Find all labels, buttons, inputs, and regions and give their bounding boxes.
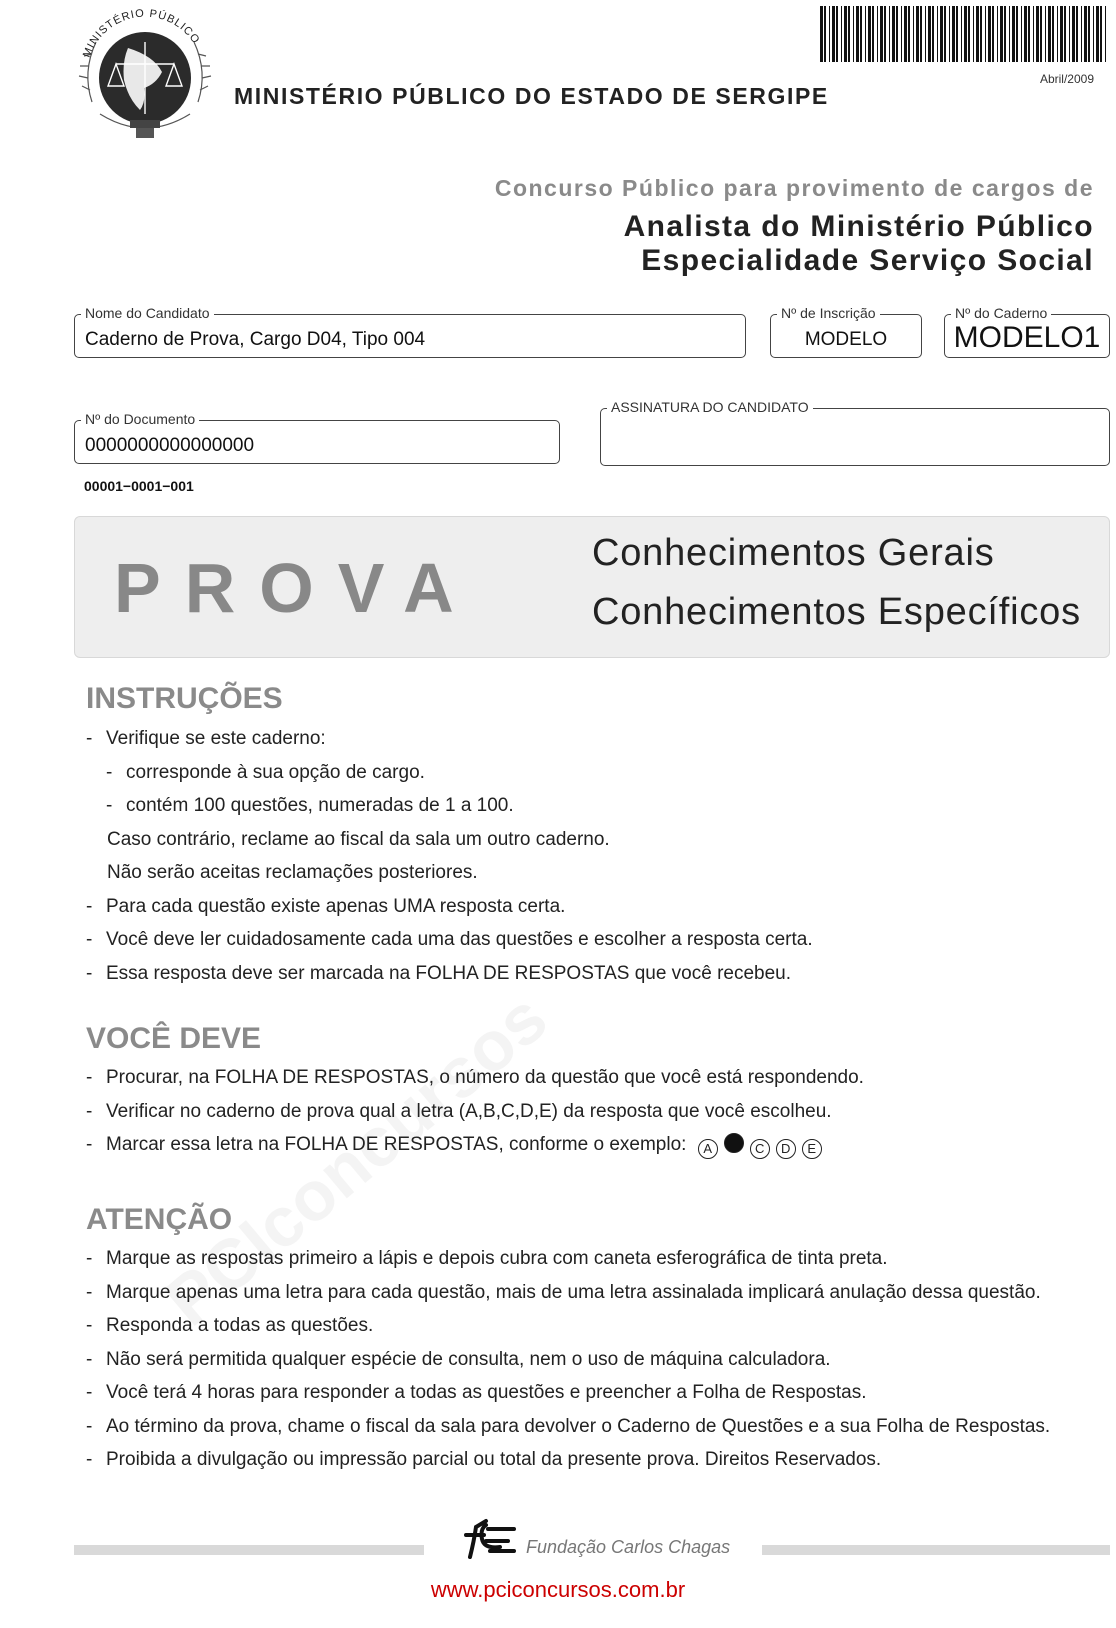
- barcode-bar: [908, 6, 910, 62]
- inscription-number-field[interactable]: [770, 305, 922, 358]
- barcode-bar: [1040, 6, 1042, 62]
- answer-option-c: C: [750, 1139, 770, 1159]
- inscription-number-label: Nº de Inscrição: [777, 305, 880, 321]
- barcode-bar: [848, 6, 850, 62]
- barcode-bar: [916, 6, 919, 62]
- barcode: [820, 6, 1110, 62]
- prova-subject-specific: Conhecimentos Específicos: [592, 591, 1081, 633]
- barcode-bar: [968, 6, 970, 62]
- ministerio-publico-seal: [70, 2, 220, 148]
- barcode-bar: [884, 6, 886, 62]
- list-item: - Marque apenas uma letra para cada questão, mais de uma letra assinalada implicará anulação dessa questão.: [86, 1281, 1041, 1303]
- cargo-title: Analista do Ministério Público: [623, 210, 1094, 243]
- barcode-bar: [904, 6, 907, 62]
- list-item: - Responda a todas as questões.: [86, 1315, 374, 1336]
- atencao-list: [86, 1242, 1050, 1477]
- barcode-bar: [1069, 6, 1070, 62]
- list-item: - Verifique se este caderno:: [86, 728, 326, 749]
- barcode-bar: [913, 6, 914, 62]
- barcode-bar: [920, 6, 922, 62]
- barcode-bar: [1012, 6, 1015, 62]
- list-item: Caso contrário, reclame ao fiscal da sala um outro caderno.: [107, 828, 610, 850]
- booklet-number-value: MODELO1: [953, 321, 1101, 354]
- footer-divider-right: [762, 1545, 1110, 1555]
- barcode-bar: [1048, 6, 1051, 62]
- barcode-bar: [892, 6, 895, 62]
- list-item: - Procurar, na FOLHA DE RESPOSTAS, o número da questão que você está respondendo.: [86, 1067, 864, 1088]
- document-code: 00001−0001−001: [84, 478, 194, 494]
- barcode-bar: [844, 6, 847, 62]
- barcode-bar: [997, 6, 998, 62]
- document-number-value: 0000000000000000: [85, 435, 255, 456]
- barcode-bar: [1105, 6, 1106, 62]
- barcode-bar: [1081, 6, 1082, 62]
- website-url[interactable]: www.pciconcursos.com.br: [430, 1577, 686, 1602]
- barcode-bar: [865, 6, 866, 62]
- barcode-bar: [1084, 6, 1087, 62]
- barcode-bar: [1100, 6, 1102, 62]
- answer-option-b-filled: [724, 1133, 744, 1153]
- contest-subtitle: Concurso Público para provimento de cargos de: [494, 175, 1094, 201]
- barcode-bar: [976, 6, 979, 62]
- barcode-bar: [925, 6, 926, 62]
- barcode-bar: [832, 6, 835, 62]
- instrucoes-list: [86, 722, 813, 990]
- list-item: - Marcar essa letra na FOLHA DE RESPOSTAS, conforme o exemplo: A C D E: [86, 1128, 864, 1162]
- section-instrucoes-title: INSTRUÇÕES: [86, 682, 283, 715]
- barcode-bar: [1009, 6, 1010, 62]
- answer-option-e: E: [802, 1139, 822, 1159]
- barcode-bar: [973, 6, 974, 62]
- prova-subject-general: Conhecimentos Gerais: [592, 532, 995, 574]
- barcode-bar: [961, 6, 962, 62]
- list-item: - Não será permitida qualquer espécie de consulta, nem o uso de máquina calculadora.: [86, 1348, 831, 1370]
- barcode-bar: [1057, 6, 1058, 62]
- barcode-bar: [1033, 6, 1034, 62]
- seal-text: MINISTÉRIO PÚBLICO: [80, 7, 203, 60]
- barcode-bar: [1076, 6, 1078, 62]
- barcode-bar: [877, 6, 878, 62]
- list-item: - Essa resposta deve ser marcada na FOLHA DE RESPOSTAS que você recebeu.: [86, 962, 792, 984]
- barcode-bar: [889, 6, 890, 62]
- list-item: - corresponde à sua opção de cargo.: [106, 761, 425, 783]
- barcode-bar: [992, 6, 994, 62]
- barcode-bar: [1052, 6, 1054, 62]
- foundation-name: Fundação Carlos Chagas: [526, 1537, 731, 1557]
- list-item: - contém 100 questões, numeradas de 1 a 100.: [106, 795, 514, 816]
- booklet-number-field[interactable]: [944, 305, 1110, 358]
- barcode-bar: [853, 6, 854, 62]
- barcode-bar: [944, 6, 946, 62]
- barcode-bar: [1016, 6, 1018, 62]
- barcode-bar: [868, 6, 871, 62]
- document-number-field[interactable]: [74, 411, 560, 464]
- list-item: - Para cada questão existe apenas UMA resposta certa.: [86, 895, 566, 917]
- list-item: - Você terá 4 horas para responder a todas as questões e preencher a Folha de Respostas.: [86, 1382, 867, 1403]
- barcode-bar: [820, 6, 823, 62]
- barcode-bar: [1072, 6, 1075, 62]
- barcode-bar: [860, 6, 862, 62]
- footer-divider-left: [74, 1545, 424, 1555]
- barcode-bar: [856, 6, 859, 62]
- barcode-bar: [880, 6, 883, 62]
- barcode-bar: [1064, 6, 1066, 62]
- booklet-number-label: Nº do Caderno: [951, 305, 1051, 321]
- barcode-bar: [985, 6, 986, 62]
- barcode-bar: [841, 6, 842, 62]
- candidate-name-value: Caderno de Prova, Cargo D04, Tipo 004: [85, 329, 426, 350]
- signature-label: ASSINATURA DO CANDIDATO: [607, 399, 813, 415]
- candidate-name-label: Nome do Candidato: [81, 305, 214, 321]
- barcode-bar: [1093, 6, 1094, 62]
- list-item: - Ao término da prova, chame o fiscal da sala para devolver o Caderno de Questões e a sua Folha de Respostas.: [86, 1415, 1051, 1437]
- barcode-bar: [1028, 6, 1030, 62]
- list-item: - Você deve ler cuidadosamente cada uma das questões e escolher a resposta certa.: [86, 929, 813, 950]
- signature-field[interactable]: [600, 399, 1110, 466]
- voce-deve-list: [86, 1061, 864, 1162]
- candidate-name-field[interactable]: [74, 305, 746, 358]
- section-atencao-title: ATENÇÃO: [86, 1203, 233, 1236]
- document-number-label: Nº do Documento: [81, 411, 199, 427]
- barcode-bar: [964, 6, 967, 62]
- barcode-bar: [952, 6, 955, 62]
- barcode-bar: [836, 6, 838, 62]
- barcode-bar: [940, 6, 943, 62]
- barcode-bar: [1088, 6, 1090, 62]
- barcode-bar: [1036, 6, 1039, 62]
- barcode-bar: [1096, 6, 1099, 62]
- barcode-bar: [896, 6, 898, 62]
- barcode-bar: [872, 6, 874, 62]
- org-name: MINISTÉRIO PÚBLICO DO ESTADO DE SERGIPE: [234, 83, 829, 109]
- list-item: Não serão aceitas reclamações posteriores.: [107, 862, 478, 883]
- section-voce-deve-title: VOCÊ DEVE: [86, 1022, 262, 1055]
- barcode-bar: [901, 6, 902, 62]
- answer-option-a: A: [698, 1139, 718, 1159]
- barcode-bar: [932, 6, 934, 62]
- barcode-bar: [829, 6, 830, 62]
- barcode-bar: [937, 6, 938, 62]
- barcode-bar: [1024, 6, 1027, 62]
- exam-date: Abril/2009: [1039, 72, 1094, 86]
- barcode-bar: [1045, 6, 1046, 62]
- inscription-number-value: MODELO: [804, 329, 888, 350]
- barcode-bar: [1004, 6, 1006, 62]
- barcode-bar: [1060, 6, 1063, 62]
- barcode-bar: [980, 6, 982, 62]
- cargo-specialty: Especialidade Serviço Social: [641, 244, 1094, 277]
- barcode-bar: [1000, 6, 1003, 62]
- barcode-bar: [949, 6, 950, 62]
- fcc-logo-icon: [460, 1517, 516, 1561]
- barcode-bar: [824, 6, 826, 62]
- barcode-bar: [988, 6, 991, 62]
- answer-option-d: D: [776, 1139, 796, 1159]
- list-item: - Proibida a divulgação ou impressão parcial ou total da presente prova. Direitos Reservados.: [86, 1449, 882, 1470]
- prova-word: PROVA: [114, 549, 478, 627]
- barcode-bar: [928, 6, 931, 62]
- list-item: - Verificar no caderno de prova qual a letra (A,B,C,D,E) da resposta que você escolheu.: [86, 1100, 832, 1122]
- barcode-bar: [1021, 6, 1022, 62]
- barcode-bar: [956, 6, 958, 62]
- list-item: - Marque as respostas primeiro a lápis e depois cubra com caneta esferográfica de tinta preta.: [86, 1248, 888, 1269]
